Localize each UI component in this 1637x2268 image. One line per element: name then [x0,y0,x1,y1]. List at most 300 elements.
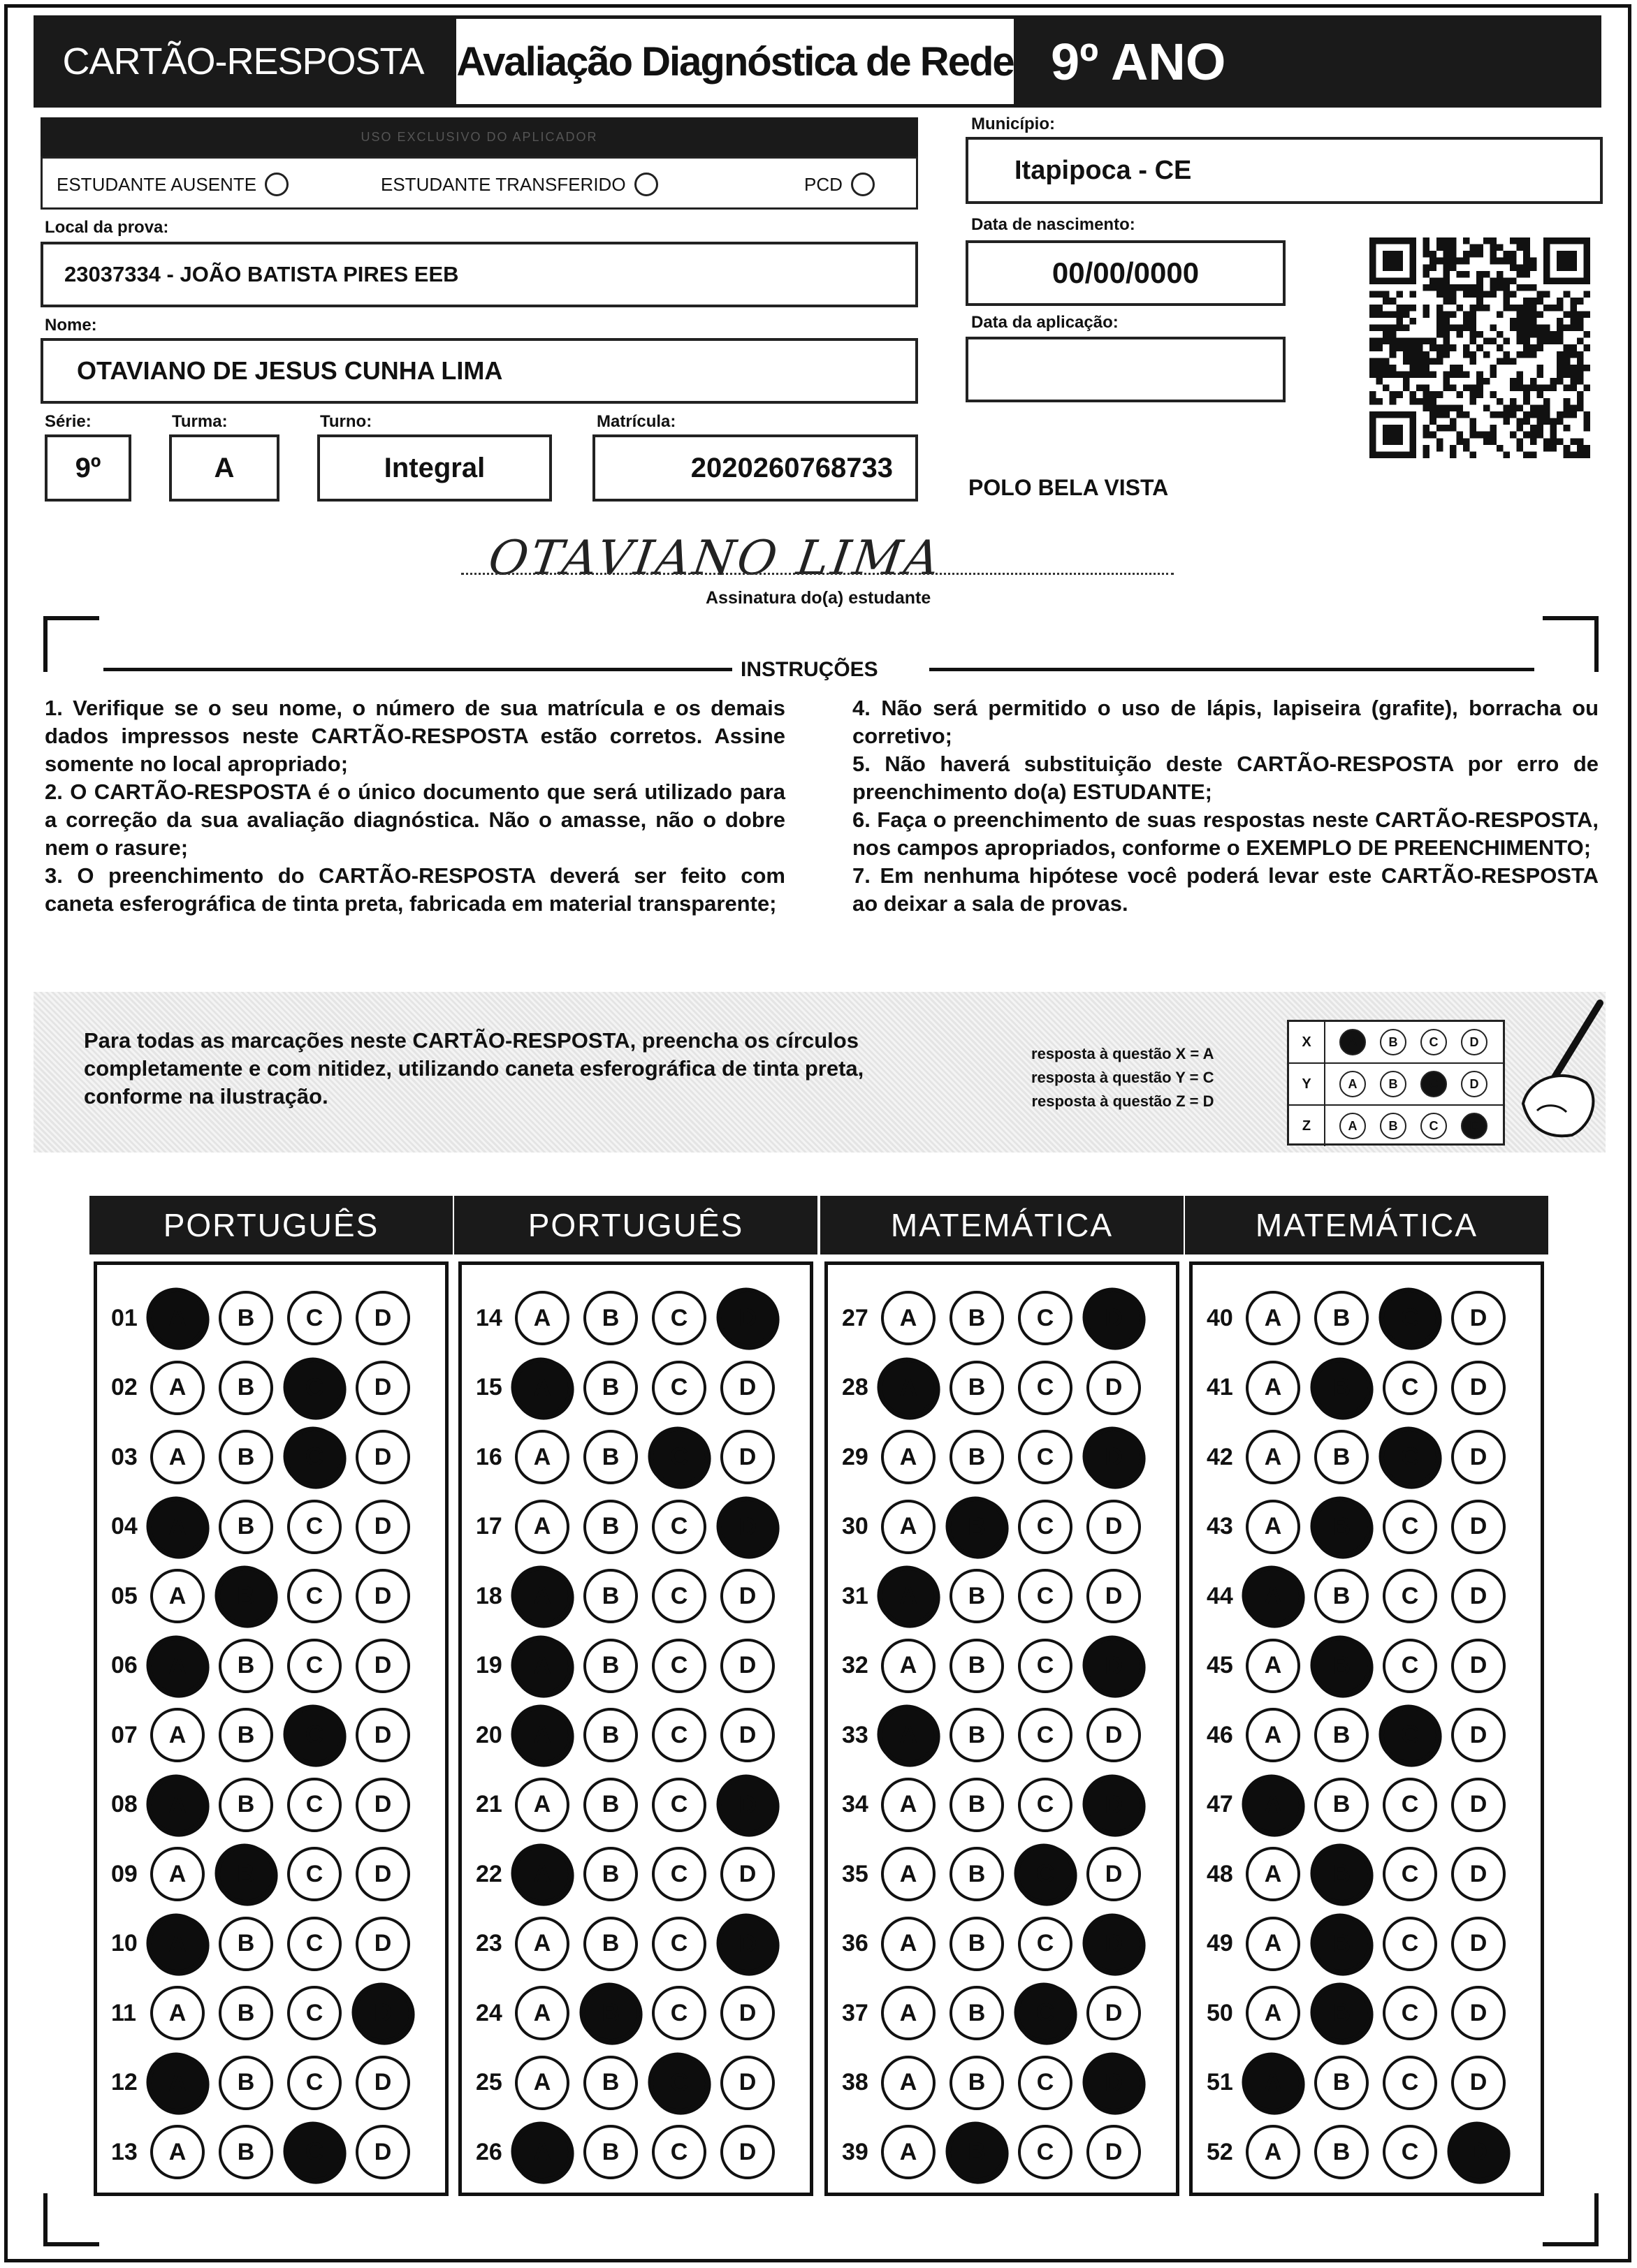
answer-bubble[interactable]: D [1451,1708,1506,1762]
answer-bubble[interactable]: D [356,1291,410,1345]
answer-bubble[interactable]: B [219,2056,273,2110]
answer-bubble[interactable]: D [719,1498,777,1556]
serie-label: Série: [45,412,92,431]
answer-bubble[interactable]: B [950,1708,1004,1762]
answer-bubble[interactable]: C [286,2123,344,2181]
example-bubble: D [1461,1071,1487,1097]
question-number: 35 [842,1860,868,1887]
answer-bubble[interactable]: C [1018,2125,1072,2179]
answer-bubble[interactable]: D [719,1776,777,1834]
example-bubble: C [1420,1029,1447,1055]
answer-bubble[interactable]: C [1383,1917,1437,1971]
answer-bubble[interactable]: C [287,1639,342,1693]
answer-bubble[interactable]: A [149,1776,207,1834]
answer-bubble[interactable]: C [652,1500,706,1554]
answer-bubble[interactable]: D [1451,1569,1506,1623]
answer-bubble[interactable]: C [1018,1917,1072,1971]
answer-bubble[interactable]: A [515,1430,569,1484]
answer-bubble[interactable]: B [219,1708,273,1762]
question-row [476,1707,789,1763]
name-label: Nome: [45,316,97,335]
transferred-bubble[interactable] [634,173,658,196]
subject-header: PORTUGUÊS [89,1196,453,1254]
example-grid [1287,1020,1505,1146]
answer-bubble[interactable]: D [1086,1361,1141,1415]
question-row [111,1290,424,1346]
answer-bubble[interactable]: B [219,2125,273,2179]
answer-bubble[interactable]: B [950,1291,1004,1345]
pcd-option[interactable] [804,173,875,196]
question-number: 22 [476,1860,502,1887]
answer-bubble[interactable]: D [356,2056,410,2110]
answer-bubble[interactable]: C [287,1986,342,2040]
answer-bubble[interactable]: A [881,1847,936,1901]
answer-bubble[interactable]: D [1451,1639,1506,1693]
answer-bubble[interactable]: A [150,1361,205,1415]
answer-bubble[interactable]: D [1086,1986,1141,2040]
answer-bubble[interactable]: D [719,1289,777,1347]
answer-bubble[interactable]: D [719,1915,777,1973]
answer-bubble[interactable]: B [219,1778,273,1832]
answer-bubble[interactable]: C [287,1917,342,1971]
question-number: 34 [842,1791,868,1817]
answer-bubble[interactable]: C [652,1708,706,1762]
question-row [842,1777,1155,1833]
answer-bubble[interactable]: A [1246,1986,1300,2040]
answer-bubble[interactable]: C [1018,2056,1072,2110]
answer-bubble[interactable]: C [652,2125,706,2179]
answer-bubble[interactable]: B [217,1845,275,1903]
answer-bubble[interactable]: D [720,1847,775,1901]
answer-bubble[interactable]: A [515,1291,569,1345]
answer-bubble[interactable]: D [720,1708,775,1762]
answer-block [1189,1261,1544,2196]
answer-bubble[interactable]: C [1017,1845,1075,1903]
question-row [1207,1429,1520,1485]
answer-bubble[interactable]: C [652,1917,706,1971]
answer-bubble[interactable]: A [881,1778,936,1832]
answer-bubble[interactable]: C [287,2056,342,2110]
answer-bubble[interactable]: D [356,1708,410,1762]
question-number: 33 [842,1721,868,1748]
example-row-key: X [1289,1022,1325,1062]
answer-bubble[interactable]: B [948,1498,1006,1556]
question-row [111,1777,424,1833]
question-row [842,2124,1155,2180]
answer-bubble[interactable]: A [514,1706,572,1764]
corner-bottom-left [43,2193,99,2246]
example-bubble: B [1380,1113,1406,1139]
question-number: 09 [111,1860,138,1887]
answer-bubble[interactable]: D [720,1430,775,1484]
answer-bubble[interactable]: D [1451,1778,1506,1832]
answer-bubble[interactable]: B [950,1986,1004,2040]
answer-bubble[interactable]: B [583,1500,638,1554]
answer-bubble[interactable]: D [720,2056,775,2110]
answer-bubble[interactable]: A [514,1637,572,1695]
pen-hand-icon [1502,999,1607,1139]
answer-bubble[interactable]: A [514,1845,572,1903]
answer-bubble[interactable]: D [1086,1500,1141,1554]
answer-bubble[interactable]: A [1246,1361,1300,1415]
question-row [842,1429,1155,1485]
answer-bubble[interactable]: A [881,2125,936,2179]
instruction-4: 4. Não será permitido o uso de lápis, lapiseira (grafite), borracha ou corretivo; [852,696,1599,748]
answer-bubble[interactable]: A [880,1359,938,1417]
answer-bubble[interactable]: D [1086,2125,1141,2179]
answer-bubble[interactable]: B [583,1917,638,1971]
answer-bubble[interactable]: C [287,1778,342,1832]
answer-bubble[interactable]: B [950,1917,1004,1971]
answer-bubble[interactable]: B [583,2125,638,2179]
answer-bubble[interactable]: C [286,1428,344,1486]
question-number: 13 [111,2138,138,2165]
question-row [111,1360,424,1416]
answer-bubble[interactable]: D [1451,1500,1506,1554]
answer-bubble[interactable]: B [950,1639,1004,1693]
answer-bubble[interactable]: C [1383,2056,1437,2110]
answer-bubble[interactable]: B [583,1430,638,1484]
answer-bubble[interactable]: B [1313,1498,1371,1556]
answer-bubble[interactable]: D [1450,2123,1508,2181]
question-number: 47 [1207,1791,1233,1817]
answer-bubble[interactable]: D [1451,2056,1506,2110]
question-number: 43 [1207,1513,1233,1539]
answer-bubble[interactable]: D [356,1430,410,1484]
answer-bubble[interactable]: B [583,1708,638,1762]
answer-bubble[interactable]: C [1383,1500,1437,1554]
answer-bubble[interactable]: A [150,1569,205,1623]
answer-bubble[interactable]: D [356,1778,410,1832]
answer-bubble[interactable]: C [1018,1361,1072,1415]
question-row [111,1568,424,1624]
answer-bubble[interactable]: A [881,1430,936,1484]
matricula-field: 2020260768733 [592,434,918,502]
example-row [1289,1064,1503,1106]
answer-bubble[interactable]: A [515,2056,569,2110]
question-row [842,1846,1155,1902]
answer-bubble[interactable]: D [356,1500,410,1554]
answer-bubble[interactable]: C [652,1639,706,1693]
answer-bubble[interactable]: B [1313,1359,1371,1417]
question-number: 27 [842,1304,868,1331]
answer-bubble[interactable]: B [950,1569,1004,1623]
question-row [476,1568,789,1624]
pcd-label: PCD [804,173,843,195]
answer-bubble[interactable]: A [880,1706,938,1764]
transferred-option[interactable] [381,173,658,196]
answer-bubble[interactable]: D [1086,1569,1141,1623]
answer-bubble[interactable]: C [1018,1430,1072,1484]
name-field: OTAVIANO DE JESUS CUNHA LIMA [41,338,918,404]
answer-bubble[interactable]: D [1086,1708,1141,1762]
question-row [842,1499,1155,1555]
answer-bubble[interactable]: C [287,1847,342,1901]
question-number: 36 [842,1930,868,1956]
question-row [1207,2055,1520,2111]
question-row [1207,1777,1520,1833]
answer-bubble[interactable]: C [1383,1847,1437,1901]
answer-bubble[interactable]: C [652,1569,706,1623]
answer-bubble[interactable]: C [1383,1639,1437,1693]
answer-bubble[interactable]: D [1085,1915,1143,1973]
answer-bubble[interactable]: D [720,1569,775,1623]
answer-bubble[interactable]: B [582,1984,640,2042]
answer-bubble[interactable]: A [150,1708,205,1762]
answer-bubble[interactable]: C [1018,1291,1072,1345]
example-row-key: Z [1289,1106,1325,1146]
answer-bubble[interactable]: B [950,1778,1004,1832]
answer-bubble[interactable]: C [1018,1639,1072,1693]
answer-bubble[interactable]: D [720,1361,775,1415]
answer-bubble[interactable]: B [583,1291,638,1345]
answer-bubble[interactable]: B [950,2056,1004,2110]
answer-bubble[interactable]: D [720,1639,775,1693]
subject-header: PORTUGUÊS [454,1196,817,1254]
answer-bubble[interactable]: C [1383,1778,1437,1832]
answer-bubble[interactable]: C [652,1986,706,2040]
instruction-5: 5. Não haverá substituição deste CARTÃO-RESPOSTA por erro de preenchimento do(a) ESTUDANTE; [852,752,1599,804]
answer-bubble[interactable]: A [150,2125,205,2179]
aplicacao-field[interactable] [966,337,1286,402]
answer-bubble[interactable]: B [583,1569,638,1623]
question-row [476,1290,789,1346]
answer-bubble[interactable]: A [881,2056,936,2110]
answer-bubble[interactable]: A [881,1639,936,1693]
question-number: 44 [1207,1582,1233,1609]
answer-bubble[interactable]: B [219,1291,273,1345]
answer-bubble[interactable]: A [150,1986,205,2040]
answer-bubble[interactable]: A [1246,1430,1300,1484]
answer-bubble[interactable]: C [652,1291,706,1345]
answer-bubble[interactable]: A [514,1567,572,1625]
question-row [111,2055,424,2111]
answer-bubble[interactable]: A [880,1567,938,1625]
example-labels [1031,1042,1214,1113]
answer-bubble[interactable]: D [1451,1291,1506,1345]
answer-bubble[interactable]: D [1086,1847,1141,1901]
question-number: 03 [111,1443,138,1470]
answer-bubble[interactable]: A [515,1917,569,1971]
answer-bubble[interactable]: B [583,2056,638,2110]
question-row [476,1916,789,1972]
answer-bubble[interactable]: D [1085,1637,1143,1695]
question-number: 26 [476,2138,502,2165]
answer-bubble[interactable]: C [1383,1361,1437,1415]
answer-bubble[interactable]: B [1313,1845,1371,1903]
question-row [111,1846,424,1902]
signature-handwriting: OTAVIANO LIMA [485,531,946,586]
answer-bubble[interactable]: B [583,1847,638,1901]
answer-bubble[interactable]: C [287,1500,342,1554]
municipio-label: Município: [971,115,1055,133]
answer-bubble[interactable]: D [720,2125,775,2179]
answer-bubble[interactable]: B [1314,1430,1369,1484]
turno-field: Integral [317,434,552,502]
answer-bubble[interactable]: C [286,1706,344,1764]
answer-bubble[interactable]: B [219,1917,273,1971]
question-row [842,1568,1155,1624]
example-label-x: resposta à questão X = A [1031,1045,1214,1062]
answer-bubble[interactable]: A [515,1778,569,1832]
answer-bubble[interactable]: A [1246,1291,1300,1345]
answer-bubble[interactable]: A [1244,2054,1302,2112]
question-number: 21 [476,1791,502,1817]
answer-bubble[interactable]: D [1451,1847,1506,1901]
answer-bubble[interactable]: D [356,2125,410,2179]
answer-bubble[interactable]: B [1314,1569,1369,1623]
answer-bubble[interactable]: C [650,2054,708,2112]
answer-bubble[interactable]: B [1313,1637,1371,1695]
answer-bubble[interactable]: B [219,1500,273,1554]
question-row [1207,1985,1520,2041]
answer-bubble[interactable]: D [354,1984,412,2042]
answer-bubble[interactable]: C [1018,1500,1072,1554]
absent-option[interactable] [57,173,289,196]
answer-bubble[interactable]: C [652,1778,706,1832]
instruction-6: 6. Faça o preenchimento de suas respostas neste CARTÃO-RESPOSTA, nos campos apropriados, conforme o EXEMPLO DE PREENCHIMENTO; [852,807,1599,860]
answer-bubble[interactable]: A [514,1359,572,1417]
question-row [476,1360,789,1416]
answer-bubble[interactable]: D [1085,1776,1143,1834]
answer-bubble[interactable]: D [720,1986,775,2040]
answer-bubble[interactable]: D [356,1847,410,1901]
answer-bubble[interactable]: D [1451,1361,1506,1415]
answer-bubble[interactable]: A [1246,2125,1300,2179]
answer-bubble[interactable]: A [881,1500,936,1554]
question-number: 30 [842,1513,868,1539]
answer-bubble[interactable]: D [1451,1917,1506,1971]
answer-bubble[interactable]: B [219,1430,273,1484]
question-number: 07 [111,1721,138,1748]
answer-bubble[interactable]: D [356,1917,410,1971]
answer-bubble[interactable]: C [287,1569,342,1623]
polo-text: POLO BELA VISTA [968,475,1169,500]
answer-bubble[interactable]: A [1244,1776,1302,1834]
answer-bubble[interactable]: B [219,1986,273,2040]
answer-bubble[interactable]: B [583,1361,638,1415]
answer-bubble[interactable]: B [583,1639,638,1693]
example-row [1289,1106,1503,1146]
answer-bubble[interactable]: A [149,2054,207,2112]
answer-bubble[interactable]: D [1085,2054,1143,2112]
answer-bubble[interactable]: A [1246,1847,1300,1901]
answer-bubble[interactable]: C [1381,1289,1439,1347]
turma-field: A [169,434,279,502]
answer-bubble[interactable]: A [514,2123,572,2181]
answer-bubble[interactable]: B [950,1361,1004,1415]
answer-bubble[interactable]: A [149,1498,207,1556]
answer-bubble[interactable]: A [1246,1917,1300,1971]
answer-bubble[interactable]: D [1451,1430,1506,1484]
answer-bubble[interactable]: B [1314,1778,1369,1832]
question-row [1207,1638,1520,1694]
answer-bubble[interactable]: A [1246,1500,1300,1554]
answer-bubble[interactable]: D [356,1639,410,1693]
answer-bubble[interactable]: B [1314,2125,1369,2179]
answer-bubble[interactable]: D [356,1361,410,1415]
answer-bubble[interactable]: A [515,1500,569,1554]
answer-bubble[interactable]: A [1246,1708,1300,1762]
answer-bubble[interactable]: B [583,1778,638,1832]
absent-bubble[interactable] [265,173,289,196]
pcd-bubble[interactable] [851,173,875,196]
answer-bubble[interactable]: D [1085,1428,1143,1486]
answer-bubble[interactable]: B [1314,1708,1369,1762]
answer-bubble[interactable]: B [217,1567,275,1625]
question-number: 04 [111,1513,138,1539]
answer-bubble[interactable]: C [1018,1708,1072,1762]
answer-bubble[interactable]: C [650,1428,708,1486]
answer-bubble[interactable]: A [881,1291,936,1345]
answer-bubble[interactable]: A [515,1986,569,2040]
answer-bubble[interactable]: A [149,1289,207,1347]
answer-block [94,1261,449,2196]
answer-bubble[interactable]: C [1017,1984,1075,2042]
question-number: 38 [842,2069,868,2095]
instruction-2: 2. O CARTÃO-RESPOSTA é o único documento que será utilizado para a correção da sua avaliação diagnóstica. Não o amasse, não o dobre nem o rasure; [45,780,785,860]
answer-bubble[interactable]: C [1383,1986,1437,2040]
answer-bubble[interactable]: A [1244,1567,1302,1625]
question-number: 52 [1207,2138,1233,2165]
answer-bubble[interactable]: A [149,1915,207,1973]
answer-bubble[interactable]: C [652,1847,706,1901]
answer-bubble[interactable]: B [950,1430,1004,1484]
question-row [476,1777,789,1833]
turno-label: Turno: [320,412,372,431]
answer-bubble[interactable]: C [1383,1569,1437,1623]
answer-bubble[interactable]: B [219,1639,273,1693]
answer-bubble[interactable]: C [1381,1428,1439,1486]
turma-label: Turma: [172,412,228,431]
answer-bubble[interactable]: C [652,1361,706,1415]
answer-bubble[interactable]: B [1313,1915,1371,1973]
answer-bubble[interactable]: A [150,1430,205,1484]
answer-bubble[interactable]: A [881,1986,936,2040]
exam-title: Avaliação Diagnóstica de Rede [453,15,1017,108]
answer-bubble[interactable]: B [219,1361,273,1415]
answer-bubble[interactable]: D [1451,1986,1506,2040]
answer-bubble[interactable]: A [881,1917,936,1971]
answer-bubble[interactable]: C [1381,1706,1439,1764]
answer-bubble[interactable]: C [286,1359,344,1417]
example-bubble: D [1461,1113,1487,1139]
answer-bubble[interactable]: D [356,1569,410,1623]
answer-bubble[interactable]: B [1314,1291,1369,1345]
answer-bubble[interactable]: A [150,1847,205,1901]
answer-bubble[interactable]: B [1313,1984,1371,2042]
answer-bubble[interactable]: C [1018,1569,1072,1623]
question-row [476,1846,789,1902]
question-number: 12 [111,2069,138,2095]
question-number: 40 [1207,1304,1233,1331]
question-row [1207,1916,1520,1972]
question-row [111,1429,424,1485]
answer-bubble[interactable]: C [1018,1778,1072,1832]
answer-bubble[interactable]: A [1246,1639,1300,1693]
answer-bubble[interactable]: A [149,1637,207,1695]
question-number: 14 [476,1304,502,1331]
answer-bubble[interactable]: B [1314,2056,1369,2110]
answer-bubble[interactable]: B [950,1847,1004,1901]
subject-header: MATEMÁTICA [1185,1196,1548,1254]
answer-bubble[interactable]: D [1085,1289,1143,1347]
instructions-rule-right [929,668,1534,671]
answer-bubble[interactable]: C [287,1291,342,1345]
answer-bubble[interactable]: C [1383,2125,1437,2179]
matricula-label: Matrícula: [597,412,676,431]
answer-bubble[interactable]: B [948,2123,1006,2181]
